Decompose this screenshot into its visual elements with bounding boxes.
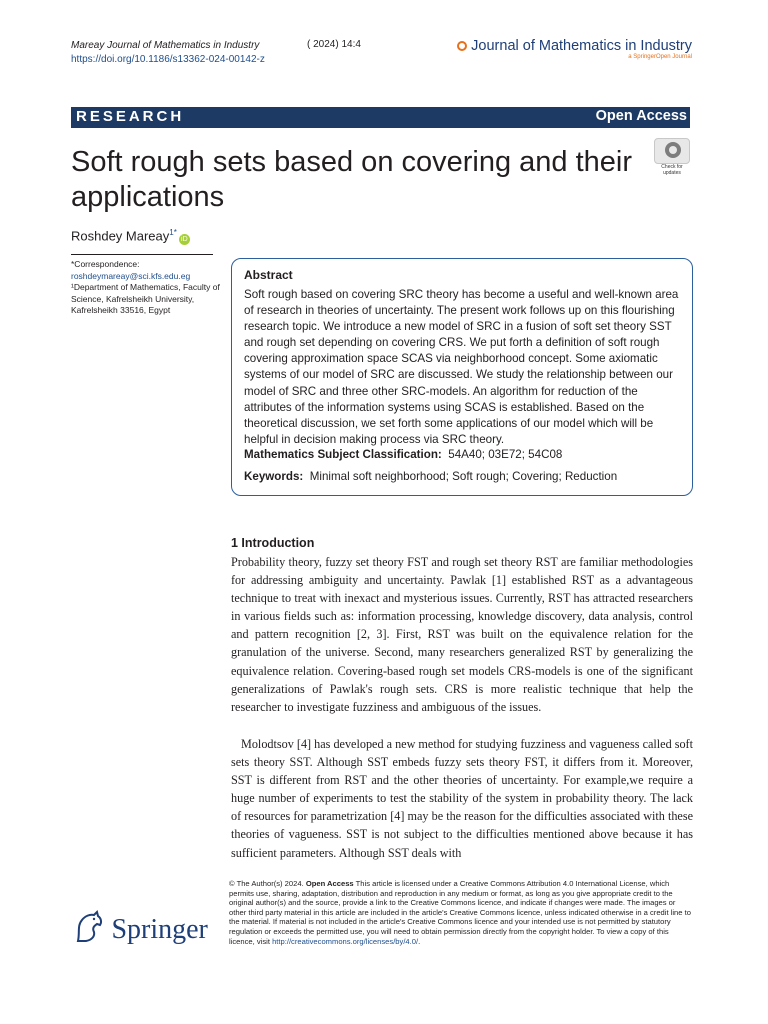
affiliation: ¹Department of Mathematics, Faculty of Science, Kafrelsheikh University, Kafrelsheikh 33516, Egypt [71,282,220,315]
divider [71,254,213,255]
introduction-heading: 1 Introduction [231,536,315,550]
msc-value: 54A40; 03E72; 54C08 [448,448,563,461]
abstract-heading: Abstract [244,268,293,282]
author-superscript: 1* [169,228,177,237]
correspondence-email[interactable]: roshdeymareay@sci.kfs.edu.eg [71,270,191,281]
author-name[interactable]: Roshdey Mareay [71,228,170,244]
msc-label: Mathematics Subject Classification: [244,448,442,461]
keywords-line [244,470,617,483]
msc-line [244,448,562,461]
introduction-paragraph-2: Molodtsov [4] has developed a new method for studying fuzziness and vagueness called soft sets theory SST. Although SST embeds fuzzy sets theory FST, it differs from it. Moreover, SST is different from RST and the other theories of uncertainty. For example,we require a huge number of experiments to test the stability of the system in probability theory. The lack of resources for parametrization [4] may be the reason for the difficulties associated with these theories of vagueness. SST is not subject to the difficulties mentioned above because it has sufficient parameters. Although SST deals with [231,737,693,860]
springer-logo[interactable] [72,910,208,949]
journal-citation: Mareay Journal of Mathematics in Industry [71,40,260,51]
author-line [71,228,190,245]
publisher-name: Springer [111,913,208,945]
section-label: RESEARCH [76,108,185,125]
open-access-bold: Open Access [305,879,354,888]
section-banner [71,107,690,128]
article-title: Soft rough sets based on covering and their applications [71,146,633,213]
license-footnote [229,879,694,946]
journal-logo[interactable] [457,37,692,60]
correspondence-block [71,259,221,317]
license-url[interactable]: http://creativecommons.org/licenses/by/4.0/ [272,936,419,946]
running-header [71,39,265,67]
check-updates-label: Check for updates [661,164,683,176]
open-access-icon [457,41,467,51]
orcid-icon[interactable]: iD [179,234,190,245]
open-access-label: Open Access [595,108,687,124]
license-end: . [418,936,421,946]
year-issue: ( 2024) 14:4 [307,39,361,50]
doi-link[interactable]: https://doi.org/10.1186/s13362-024-00142-z [71,54,265,65]
logo-subtitle: a SpringerOpen Journal [628,54,692,60]
correspondence-label: *Correspondence: [71,259,140,269]
springer-horse-icon [72,910,104,949]
keywords-value: Minimal soft neighborhood; Soft rough; Covering; Reduction [309,470,618,483]
introduction-paragraph-1: Probability theory, fuzzy set theory FST and rough set theory RST are familiar methodologies for addressing ambiguity and uncertainty. Pawlak [1] established RST as a advantageous technique to treat with inexact and mysterious issues. Currently, RST has attracted researchers in various fields such as: information processing, knowledge discovery, data analysis, control and pattern recognition [2, 3]. First, RST was built on the equivalence relation for the granulation of the universe. Second, many researchers generalized RST by generalizing the equivalence relation. Covering-based rough set models CRS-models is one of the significant generalizations of Pawlak's rough sets. CRS is more realistic technique that help the researcher to investigate fuzziness and ambiguous of the issues. [231,555,693,714]
copyright-text: © The Author(s) 2024. [229,879,304,888]
check-for-updates-badge[interactable] [654,138,690,174]
abstract-body: Soft rough based on covering SRC theory has become a useful and well-known area of research in theories of uncertainty. The present work follows up on this flourishing research topic. We introduce a new model of SRC in a fusion of soft set theory SST and rough set depending on covering CRS. We put forth a definition of soft rough covering approximation space SCAS via neighborhood concept. Some axiomatic systems of our model of SRC are discussed. We study the relationship between our model of SRC and three other SRC-models. An algorithm for reduction of the attributes of the information systems using SCAS is established. Based on the theoretical discussion, we set forth some applications of our model which will be helpful in decision making process via SRC theory. [244,288,679,446]
check-updates-icon [654,138,690,164]
keywords-label: Keywords: [244,470,304,483]
license-text: This article is licensed under a Creative Commons Attribution 4.0 International License, which permits use, sharing, adaptation, distribution and reproduction in any medium or format, as long as you give appropriate credit to the original author(s) and the source, provide a link to the Creative Commons licence, and indicate if changes were made. The images or other third party material in this article are included in the article's Creative Commons licence, unless indicated otherwise in a credit line to the material. If material is not included in the article's Creative Commons licence and your intended use is not permitted by statutory regulation or exceeds the permitted use, you will need to obtain permission directly from the copyright holder. To view a copy of this licence, visit [229,879,691,946]
logo-journal-name: Journal of Mathematics in Industry [471,38,692,54]
